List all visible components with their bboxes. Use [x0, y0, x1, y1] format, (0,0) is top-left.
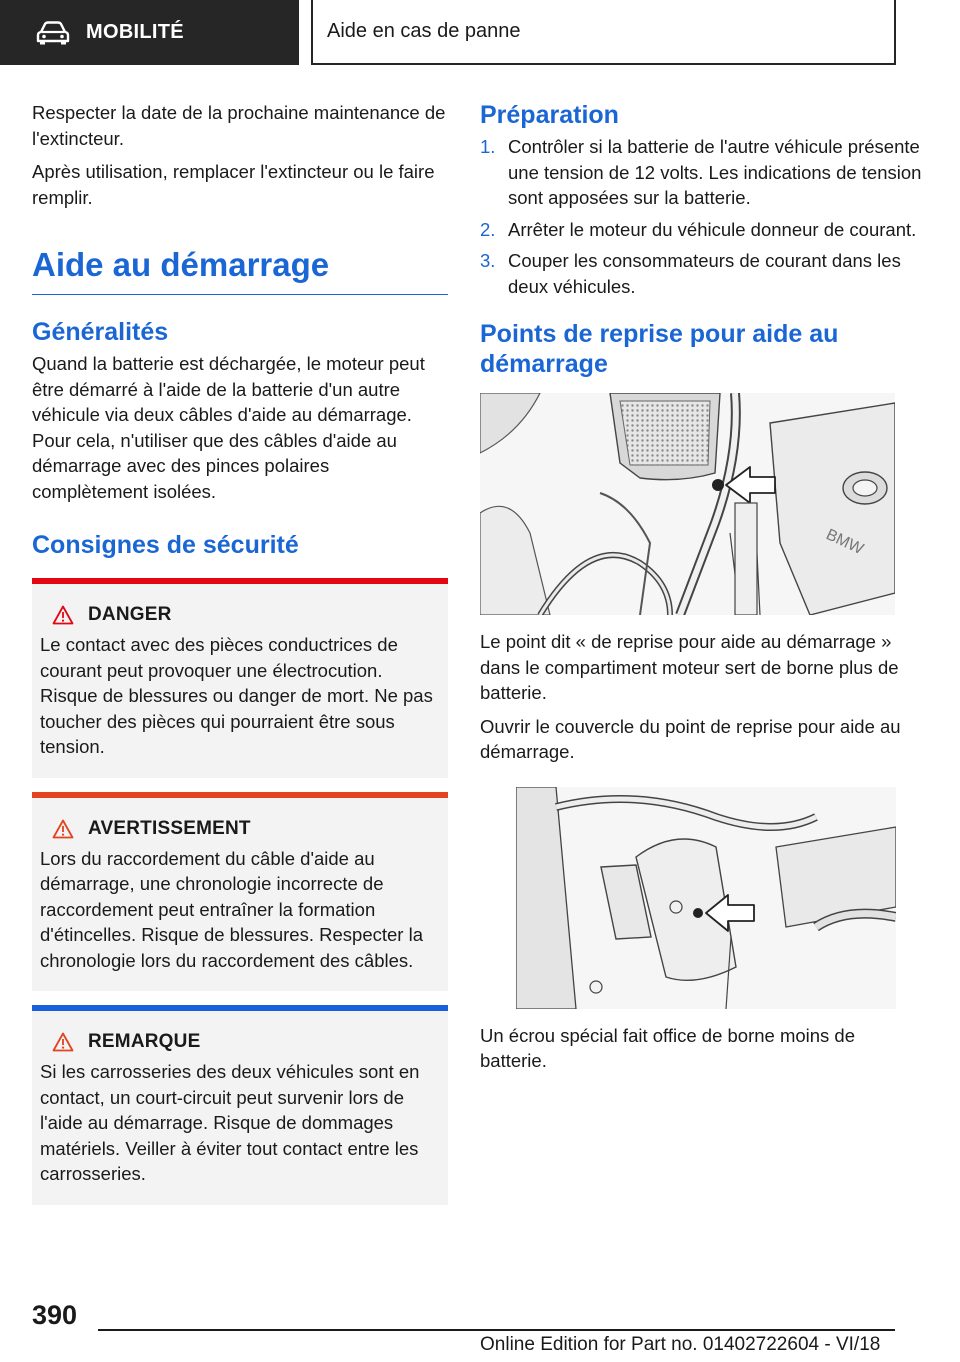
list-item: 3. Couper les consommateurs de courant dans les deux véhicules. — [480, 250, 901, 297]
fig1-caption-2: Ouvrir le couvercle du point de reprise pour aide au démarrage. — [480, 715, 901, 762]
header-section-tab — [0, 0, 299, 65]
intro-paragraph-2: Après utilisation, remplacer l'extincteur ou le faire remplir. — [32, 161, 435, 208]
generalites-text: Quand la batterie est déchargée, le moteur peut être démarré à l'aide de la batterie d'un autre véhicule via deux câbles d'aide au démarrage. Pour cela, n'utiliser que des câbles d'aide au démarrage avec des pinces polaires complètement isolées. — [32, 353, 425, 502]
header-section-label: MOBILITÉ — [86, 21, 184, 43]
fig1-caption-1: Le point dit « de reprise pour aide au démarrage » dans le compartiment moteur sert de borne plus de batterie. — [480, 631, 899, 703]
list-item: 1. Contrôler si la batterie de l'autre véhicule présente une tension de 12 volts. Les indications de tension sont apposées sur la batterie. — [480, 136, 922, 208]
figure-plus-terminal — [480, 393, 895, 615]
remarque-title: REMARQUE — [88, 1031, 201, 1052]
bmw-engine-logo: BMW — [823, 526, 866, 559]
header-chapter-box — [311, 0, 896, 65]
danger-title-row — [52, 604, 440, 626]
avertissement-title-row — [52, 818, 440, 840]
warning-triangle-icon — [52, 605, 74, 625]
warning-triangle-icon — [52, 1032, 74, 1052]
figure-minus-terminal — [516, 787, 896, 1009]
danger-box — [32, 578, 448, 778]
avertissement-title: AVERTISSEMENT — [88, 817, 251, 839]
warning-triangle-icon — [52, 819, 74, 839]
danger-text: Le contact avec des pièces conductrices de courant peut provoquer une électrocution. Risque de blessures ou danger de mort. Ne pas toucher des pièces qui pourraient être sous tension. — [40, 634, 433, 757]
consignes-heading: Consignes de sécurité — [32, 531, 299, 559]
page-number: 390 — [32, 1300, 78, 1330]
intro-paragraph-1: Respecter la date de la prochaine maintenance de l'extincteur. — [32, 102, 446, 149]
generalites-heading: Généralités — [32, 318, 169, 346]
car-icon — [36, 21, 70, 45]
list-item: 2. Arrêter le moteur du véhicule donneur de courant. — [480, 218, 917, 240]
preparation-steps — [480, 134, 926, 299]
remarque-title-row — [52, 1031, 440, 1053]
fig2-caption: Un écrou spécial fait office de borne moins de batterie. — [480, 1024, 856, 1071]
danger-title: DANGER — [88, 604, 172, 625]
avertissement-text: Lors du raccordement du câble d'aide au démarrage, une chronologie incorrecte de raccordement peut entraîner la formation d'étincelles. Risque de blessures. Respecter la chronologie lors du raccordement des câbles. — [40, 847, 423, 971]
section-heading: Aide au démarrage — [32, 246, 448, 295]
avertissement-box — [32, 792, 448, 992]
footer-divider — [98, 1329, 895, 1331]
left-column — [32, 100, 448, 1205]
points-heading: Points de reprise pour aide au démarrage — [480, 320, 839, 378]
header-chapter-label: Aide en cas de panne — [327, 20, 521, 42]
right-column — [480, 100, 926, 1082]
remarque-box — [32, 1005, 448, 1205]
remarque-text: Si les carrosseries des deux véhicules sont en contact, un court-circuit peut survenir lors de l'aide au démarrage. Risque de dommages matériels. Veiller à éviter tout contact entre les carrosseries. — [40, 1061, 420, 1184]
preparation-heading: Préparation — [480, 101, 619, 129]
footer-edition: Online Edition for Part no. 01402722604 - VI/18 — [480, 1334, 881, 1355]
